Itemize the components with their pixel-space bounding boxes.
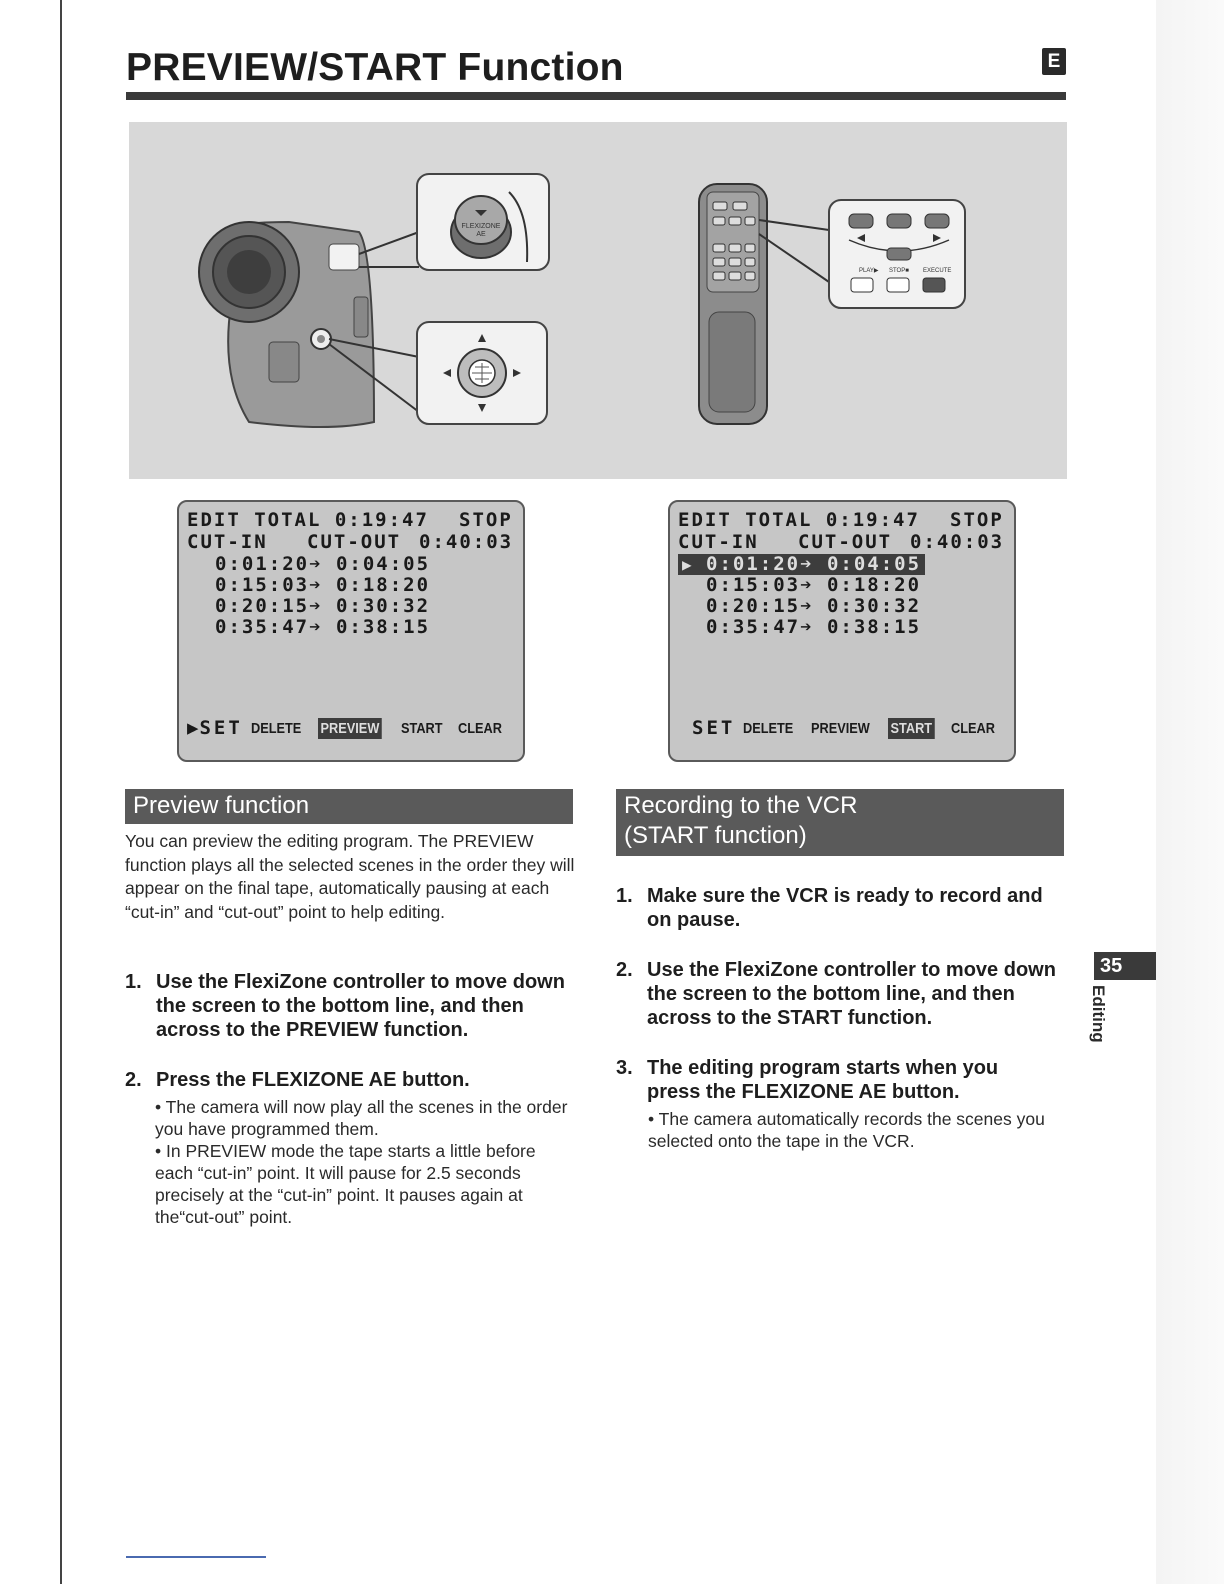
- osd-menu-clear: CLEAR: [950, 720, 995, 737]
- page-edge-shadow: [1156, 0, 1224, 1584]
- osd-scene-row-text: 0:01:20➔ 0:04:05: [706, 553, 922, 575]
- title-rule: [126, 92, 1066, 100]
- remote-control-icon: [699, 184, 767, 424]
- osd-screen-preview: [177, 500, 525, 762]
- start-heading-line-2: (START function): [624, 822, 807, 849]
- preview-bullet-1: • The camera will now play all the scenes in the order you have programmed them.: [155, 1097, 568, 1139]
- osd-menu-bar: [187, 718, 510, 739]
- flexizone-controller-callout: [417, 322, 547, 424]
- osd-cut-out-header: CUT-OUT: [798, 531, 893, 553]
- osd-scene-row: 0:15:03➔ 0:18:20: [215, 574, 431, 596]
- camcorder-icon: [199, 222, 374, 427]
- svg-text:AE: AE: [476, 231, 486, 238]
- osd-menu-start: START: [401, 720, 443, 737]
- preview-intro-paragraph: You can preview the editing program. The PREVIEW function plays all the selected scenes in the order they will appear on the final tape, automatically pausing at each “cut-in” and “cut-out” point to help editing.: [125, 831, 575, 922]
- osd-menu-set: SET: [692, 717, 736, 739]
- osd-menu-clear: CLEAR: [458, 720, 502, 737]
- osd-scene-row: 0:20:15➔ 0:30:32: [215, 595, 431, 617]
- osd-cut-in-header: CUT-IN: [678, 531, 759, 553]
- step-text: The editing program starts when you press the FLEXIZONE AE button.: [647, 1057, 999, 1103]
- start-bullet-1: • The camera automatically records the scenes you selected onto the tape in the VCR.: [648, 1109, 1045, 1151]
- osd-scene-row-highlighted: [678, 554, 925, 575]
- step-number: 1.: [125, 971, 142, 993]
- svg-text:STOP■: STOP■: [889, 268, 909, 274]
- osd-menu-start-selected: START: [888, 718, 935, 739]
- osd-menu-delete: DELETE: [250, 720, 302, 737]
- osd-scene-row: 0:35:47➔ 0:38:15: [706, 616, 922, 638]
- footer-rule: [126, 1556, 266, 1558]
- osd-menu-delete: DELETE: [743, 720, 794, 737]
- step-text: Use the FlexiZone controller to move down the screen to the bottom line, and then across to the START function.: [647, 959, 1056, 1029]
- section-tab-text: Editing: [1089, 985, 1108, 1043]
- page-number-tab: 35: [1094, 952, 1156, 980]
- osd-menu-preview-selected: PREVIEW: [318, 718, 382, 739]
- start-step-3: [616, 1056, 1066, 1104]
- osd-total-time: 0:40:03: [910, 531, 1005, 553]
- step-number: 1.: [616, 885, 633, 907]
- osd-cut-out-header: CUT-OUT: [307, 531, 402, 553]
- osd-scene-row: 0:20:15➔ 0:30:32: [706, 595, 922, 617]
- preview-section-heading: Preview function: [125, 789, 573, 824]
- osd-scene-row: 0:15:03➔ 0:18:20: [706, 574, 922, 596]
- start-section-heading: [616, 789, 1064, 856]
- svg-text:PLAY▶: PLAY▶: [859, 268, 879, 274]
- preview-bullet-2: • In PREVIEW mode the tape starts a little before each “cut-in” point. It will pause for 2.5 seconds precisely at the “cut-in” point. It pauses again at the“cut-out” point.: [155, 1141, 536, 1227]
- svg-text:EXECUTE: EXECUTE: [923, 268, 952, 274]
- osd-total-time: 0:40:03: [419, 531, 514, 553]
- start-step-2: [616, 958, 1066, 1030]
- osd-menu-bar: [692, 718, 1002, 739]
- osd-scene-row: 0:01:20➔ 0:04:05: [215, 553, 431, 575]
- step-text: Use the FlexiZone controller to move down the screen to the bottom line, and then across to the PREVIEW function.: [156, 971, 565, 1041]
- osd-scene-row: 0:35:47➔ 0:38:15: [215, 616, 431, 638]
- svg-text:FLEXIZONE: FLEXIZONE: [461, 223, 501, 230]
- osd-menu-set: SET: [199, 717, 243, 739]
- osd-status: STOP: [459, 509, 513, 531]
- binding-edge-line: [60, 0, 62, 1584]
- preview-step-2: [125, 1068, 575, 1094]
- remote-buttons-callout: [829, 200, 965, 308]
- section-tab-label: [1088, 985, 1118, 1055]
- start-heading-line-1: Recording to the VCR: [624, 792, 858, 819]
- step-text: Make sure the VCR is ready to record and on pause.: [647, 885, 1043, 931]
- preview-step-1: [125, 970, 575, 1042]
- camcorder-remote-illustration: [129, 122, 1067, 479]
- step-number: 2.: [125, 1069, 142, 1091]
- language-badge: E: [1042, 48, 1066, 75]
- step-number: 3.: [616, 1057, 633, 1079]
- page-title: PREVIEW/START Function: [126, 46, 624, 89]
- start-step-1: [616, 884, 1066, 932]
- osd-row-pointer: ▶: [682, 555, 694, 574]
- osd-screen-start: [668, 500, 1016, 762]
- osd-cut-in-header: CUT-IN: [187, 531, 268, 553]
- illustration-panel: [129, 122, 1067, 479]
- osd-edit-total: EDIT TOTAL 0:19:47: [187, 509, 429, 531]
- osd-menu-preview: PREVIEW: [810, 720, 870, 737]
- osd-edit-total: EDIT TOTAL 0:19:47: [678, 509, 920, 531]
- step-number: 2.: [616, 959, 633, 981]
- osd-status: STOP: [950, 509, 1004, 531]
- flexizone-ae-button-callout: [417, 174, 549, 270]
- osd-menu-pointer: ▶: [187, 717, 200, 739]
- step-text: Press the FLEXIZONE AE button.: [156, 1069, 470, 1091]
